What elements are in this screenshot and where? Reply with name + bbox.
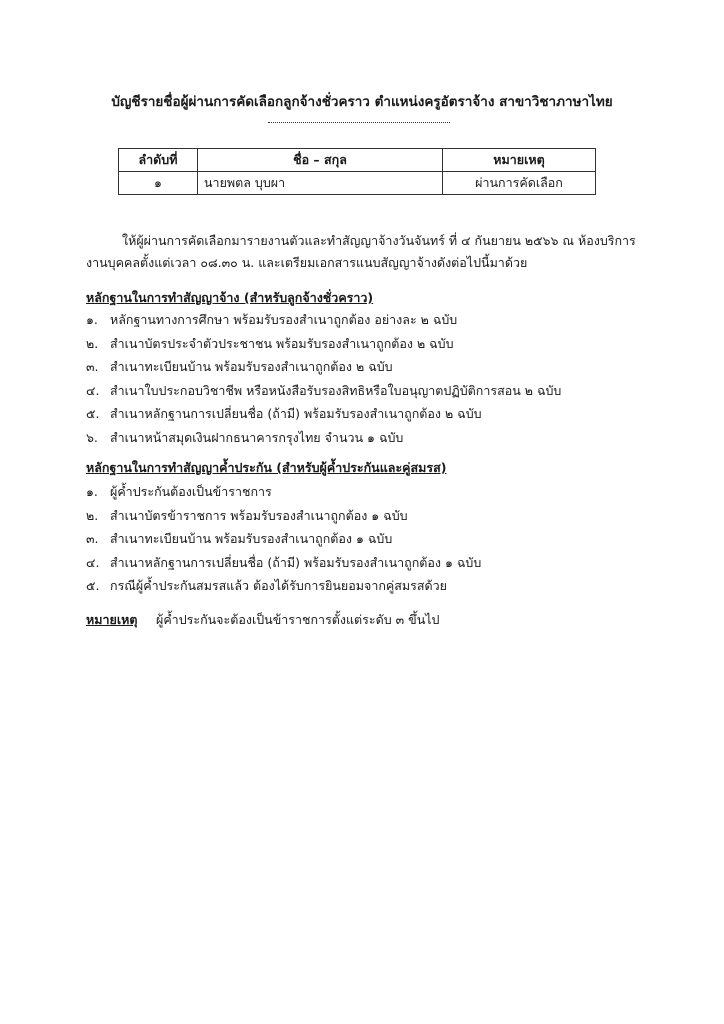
instruction-line-2: งานบุคคลตั้งแต่เวลา ๐๘.๓๐ น. และเตรียมเอกสารแนบสัญญาจ้างดังต่อไปนี้มาด้วย: [86, 255, 528, 270]
list-item-text: สำเนาหลักฐานการเปลี่ยนชื่อ (ถ้ามี) พร้อมรับรองสำเนาถูกต้อง ๑ ฉบับ: [110, 554, 482, 570]
row-order: ๑: [119, 172, 198, 195]
list-item: [86, 574, 686, 598]
list-item-number: ๓.: [86, 359, 99, 374]
list-item-text: สำเนาทะเบียนบ้าน พร้อมรับรองสำเนาถูกต้อง ๒ ฉบับ: [110, 359, 393, 374]
list-item-number: ๓.: [86, 531, 99, 546]
list-item-text: กรณีผู้ค้ำประกันสมรสแล้ว ต้องได้รับการยินยอมจากคู่สมรสด้วย: [110, 578, 447, 593]
list-item-number: ๒.: [86, 335, 99, 351]
list-item-text: สำเนาหน้าสมุดเงินฝากธนาคารกรุงไทย จำนวน ๑ ฉบับ: [110, 429, 404, 445]
table-header-row: [119, 149, 596, 172]
list-item-number: ๕.: [86, 578, 100, 593]
row-name: นายพตล บุบผา: [198, 172, 443, 195]
list-item: [86, 332, 686, 356]
selected-candidates-table: [118, 148, 596, 195]
document-title: บัญชีรายชื่อผู้ผ่านการคัดเลือกลูกจ้างชั่วคราว ตำแหน่งครูอัตราจ้าง สาขาวิชาภาษาไทย: [111, 94, 613, 110]
row-remark: ผ่านการคัดเลือก: [443, 172, 596, 195]
remark-note: [86, 610, 439, 630]
header-name: ชื่อ – สกุล: [198, 149, 443, 172]
remark-label: หมายเหตุ: [86, 612, 138, 627]
remark-text: ผู้ค้ำประกันจะต้องเป็นข้าราชการตั้งแต่ระดับ ๓ ขึ้นไป: [156, 612, 440, 627]
list-item-number: ๑.: [86, 312, 98, 327]
header-order: ลำดับที่: [119, 149, 198, 172]
list-item: [86, 504, 686, 528]
instruction-line-1: ให้ผู้ผ่านการคัดเลือกมารายงานตัวและทำสัญญาจ้างวันจันทร์ ที่ ๔ กันยายน ๒๕๖๖ ณ ห้องบริการ: [122, 233, 636, 248]
title-dotted-divider: [268, 122, 450, 123]
list-item-number: ๒.: [86, 507, 99, 523]
section-heading-guarantee-contract: หลักฐานในการทำสัญญาค้ำประกัน (สำหรับผู้ค้ำประกันและคู่สมรส): [86, 460, 447, 475]
section-heading-employment-contract: หลักฐานในการทำสัญญาจ้าง (สำหรับลูกจ้างชั่วคราว): [86, 290, 374, 305]
table-row: [119, 172, 596, 195]
list-item-text: ผู้ค้ำประกันต้องเป็นข้าราชการ: [110, 484, 272, 499]
list-item: [86, 355, 686, 379]
header-remark: หมายเหตุ: [443, 149, 596, 172]
guarantor-document-list: [86, 480, 686, 598]
list-item-number: ๕.: [86, 406, 100, 421]
list-item: [86, 480, 686, 504]
list-item: [86, 551, 686, 575]
list-item-text: สำเนาใบประกอบวิชาชีพ หรือหนังสือรับรองสิทธิหรือใบอนุญาตปฏิบัติการสอน ๒ ฉบับ: [110, 382, 562, 398]
list-item-number: ๖.: [86, 429, 98, 445]
list-item: [86, 426, 686, 450]
list-item: [86, 308, 686, 332]
list-item: [86, 379, 686, 403]
list-item: [86, 402, 686, 426]
list-item-text: สำเนาบัตรข้าราชการ พร้อมรับรองสำเนาถูกต้อง ๑ ฉบับ: [110, 507, 408, 523]
list-item-text: สำเนาบัตรประจำตัวประชาชน พร้อมรับรองสำเนาถูกต้อง ๒ ฉบับ: [110, 335, 454, 351]
list-item-text: หลักฐานทางการศึกษา พร้อมรับรองสำเนาถูกต้อง อย่างละ ๒ ฉบับ: [110, 312, 458, 327]
list-item-text: สำเนาทะเบียนบ้าน พร้อมรับรองสำเนาถูกต้อง ๑ ฉบับ: [110, 531, 393, 546]
list-item-text: สำเนาหลักฐานการเปลี่ยนชื่อ (ถ้ามี) พร้อมรับรองสำเนาถูกต้อง ๒ ฉบับ: [110, 406, 482, 421]
list-item-number: ๔.: [86, 382, 100, 398]
list-item: [86, 527, 686, 551]
employment-document-list: [86, 308, 686, 449]
list-item-number: ๔.: [86, 554, 100, 570]
list-item-number: ๑.: [86, 484, 98, 499]
